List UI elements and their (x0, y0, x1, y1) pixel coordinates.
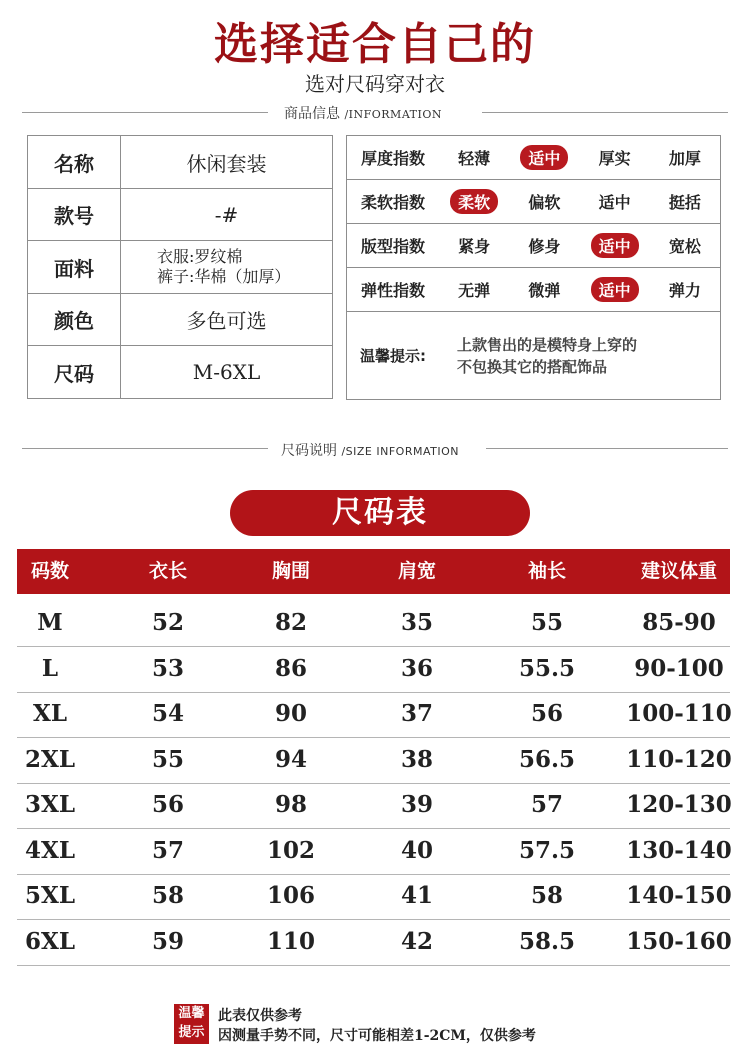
size-cell: 38 (400, 745, 433, 773)
tip-label: 温馨提示: (360, 347, 426, 365)
size-cell: 41 (400, 882, 433, 909)
size-cell: 55.5 (518, 654, 576, 682)
index-option: 修身 (528, 237, 561, 256)
size-table-row (17, 646, 730, 693)
size-cell: L (41, 654, 59, 682)
index-row-thickness (347, 136, 720, 179)
size-cell: 56 (151, 791, 184, 818)
size-table-row (17, 873, 730, 920)
page-title: 选择适合自己的 (214, 19, 536, 70)
note-line-2: 因测量手势不同，尺寸可能相差1-2CM，仅供参考 (218, 1028, 536, 1044)
size-cell: 110-120 (626, 745, 732, 773)
note-line-1: 此表仅供参考 (218, 1008, 302, 1024)
info-value: 多色可选 (121, 294, 333, 346)
tip-row (347, 312, 720, 399)
index-option: 偏软 (528, 193, 561, 212)
size-section-label (281, 440, 459, 460)
size-cell: 6XL (24, 927, 76, 955)
size-cell: 120-130 (626, 791, 732, 818)
index-table (346, 135, 721, 400)
index-label: 柔软指数 (360, 193, 425, 212)
info-key: 尺码 (28, 346, 121, 399)
size-cell: 82 (274, 609, 307, 636)
size-cell: 40 (400, 836, 433, 864)
index-label: 弹性指数 (360, 281, 425, 300)
size-cell: 35 (400, 609, 433, 636)
info-key: 款号 (28, 189, 121, 241)
size-cell: 39 (400, 791, 433, 818)
size-table-row (17, 737, 730, 784)
size-cell: 57.5 (518, 836, 576, 864)
size-cell: 54 (151, 700, 184, 727)
index-option (439, 189, 509, 214)
product-info-table (27, 135, 333, 399)
index-label: 版型指数 (360, 237, 425, 256)
size-cell: 36 (400, 654, 433, 682)
note-badge (174, 1004, 209, 1044)
index-option: 紧身 (458, 237, 491, 256)
size-cell: 42 (400, 927, 433, 955)
product-section-cn: 商品信息 (284, 106, 340, 122)
size-table-header (17, 549, 730, 594)
size-header-cell: 建议体重 (640, 560, 717, 582)
size-table-row (17, 828, 730, 875)
fabric-line: 衣服:罗纹棉 (157, 247, 243, 266)
index-row-softness (347, 180, 720, 223)
index-option (580, 233, 650, 258)
index-option-selected: 柔软 (450, 189, 498, 214)
size-header-cell: 肩宽 (397, 560, 436, 582)
index-option (509, 145, 579, 170)
index-option: 微弹 (528, 281, 561, 300)
size-divider-left (22, 448, 268, 449)
size-header-cell: 胸围 (271, 560, 310, 582)
tip-line: 上款售出的是模特身上穿的 (457, 335, 638, 354)
size-cell: 140-150 (626, 882, 732, 909)
page-subtitle: 选对尺码穿对衣 (305, 72, 445, 96)
size-cell: 37 (400, 700, 433, 727)
size-cell: 59 (151, 927, 184, 955)
size-cell: 55 (151, 745, 184, 773)
size-cell: 102 (266, 836, 315, 864)
product-section-label (284, 103, 442, 123)
size-header-cell: 衣长 (148, 560, 187, 582)
index-row-fit (347, 224, 720, 267)
size-cell: 106 (266, 882, 315, 909)
index-option: 挺括 (668, 193, 701, 212)
info-key: 面料 (28, 241, 121, 294)
size-header-cell: 袖长 (527, 560, 566, 582)
size-cell: 58.5 (518, 927, 576, 955)
size-cell: 90 (274, 700, 307, 727)
size-cell: 56 (530, 700, 563, 727)
size-cell: 52 (151, 609, 184, 636)
index-label: 厚度指数 (360, 149, 425, 168)
note-badge-line: 提示 (178, 1025, 205, 1040)
size-cell: 2XL (24, 745, 76, 773)
size-cell: 57 (151, 836, 184, 864)
index-option: 加厚 (668, 149, 701, 168)
info-value: M-6XL (121, 346, 333, 399)
size-cell: 130-140 (626, 836, 732, 864)
size-cell: 86 (274, 654, 307, 682)
size-section-cn: 尺码说明 (281, 443, 337, 459)
size-cell: XL (32, 700, 68, 727)
index-option: 无弹 (458, 281, 491, 300)
note-badge-line: 温馨 (178, 1006, 205, 1021)
size-cell: 53 (151, 654, 184, 682)
size-cell: 5XL (24, 882, 76, 909)
info-key: 颜色 (28, 294, 121, 346)
info-key: 名称 (28, 136, 121, 189)
size-table-row (17, 691, 730, 738)
size-header-cell: 码数 (30, 560, 69, 582)
size-cell: 3XL (24, 791, 76, 818)
divider-right (482, 112, 728, 113)
index-option: 宽松 (668, 237, 701, 256)
info-value-fabric (121, 241, 333, 294)
index-option: 弹力 (668, 281, 701, 300)
size-section-en: /SIZE INFORMATION (341, 445, 459, 458)
index-option: 厚实 (598, 149, 631, 168)
index-option-selected: 适中 (520, 145, 568, 170)
tip-line: 不包换其它的搭配饰品 (457, 357, 608, 376)
size-cell: 90-100 (634, 654, 724, 682)
size-table-row (17, 782, 730, 829)
divider-left (22, 112, 268, 113)
info-value: -# (121, 189, 333, 241)
index-option-selected: 适中 (591, 233, 639, 258)
index-option (580, 277, 650, 302)
fabric-line: 裤子:华棉（加厚） (157, 267, 291, 286)
size-table-row (17, 600, 730, 647)
size-cell: 150-160 (626, 927, 732, 955)
index-row-elasticity (347, 268, 720, 311)
size-cell: 85-90 (642, 609, 716, 636)
size-cell: 58 (530, 882, 563, 909)
size-table-title: 尺码表 (230, 490, 530, 536)
size-cell: 94 (274, 745, 307, 773)
product-section-en: /INFORMATION (344, 108, 442, 121)
size-cell: 98 (274, 791, 307, 818)
size-cell: 100-110 (626, 700, 732, 727)
info-value: 休闲套装 (121, 136, 333, 189)
tip-text (439, 334, 637, 378)
size-table-row (17, 919, 730, 966)
size-cell: 56.5 (518, 745, 576, 773)
size-divider-right (486, 448, 728, 449)
size-cell: 4XL (24, 836, 76, 864)
size-cell: 55 (530, 609, 563, 636)
size-cell: 57 (530, 791, 563, 818)
index-option: 轻薄 (458, 149, 491, 168)
index-option: 适中 (598, 193, 631, 212)
size-cell: 58 (151, 882, 184, 909)
size-cell: M (37, 609, 63, 636)
size-cell: 110 (266, 927, 315, 955)
index-option-selected: 适中 (591, 277, 639, 302)
